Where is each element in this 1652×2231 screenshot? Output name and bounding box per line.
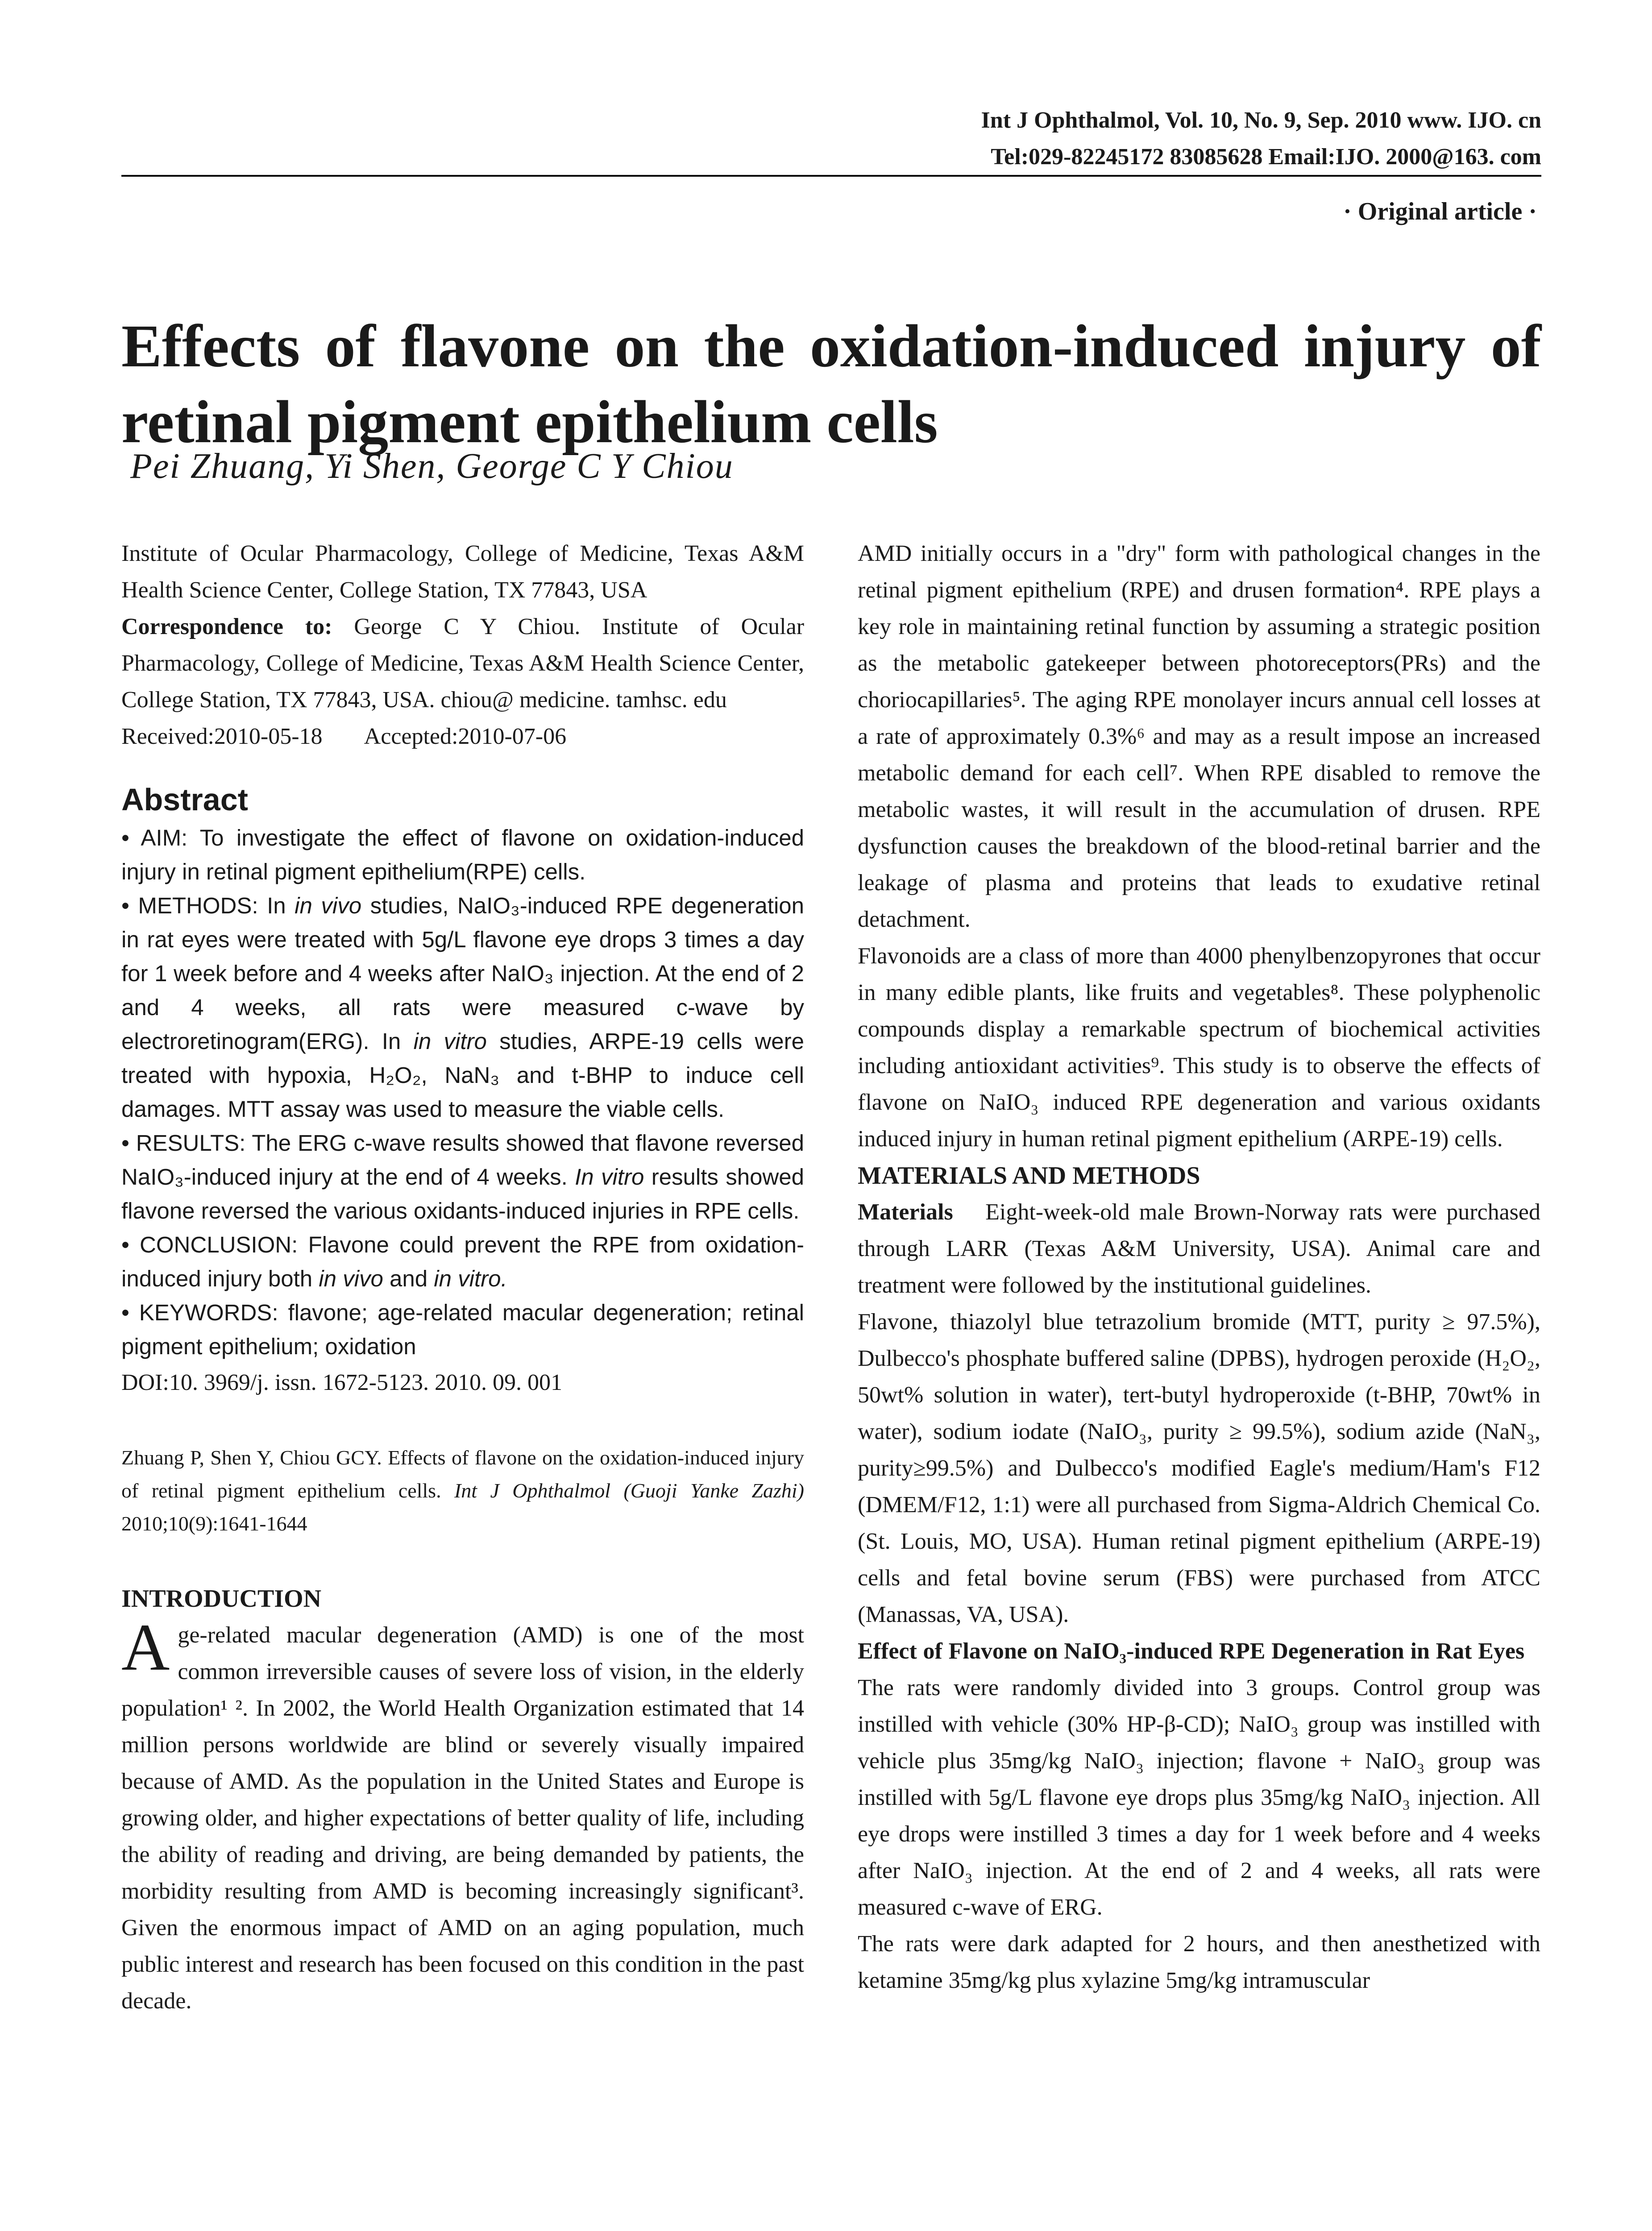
abstract-results bbox=[121, 1126, 804, 1228]
doi: DOI:10. 3969/j. issn. 1672-5123. 2010. 09. 001 bbox=[121, 1370, 562, 1395]
keywords-text: flavone; age-related macular degeneration; retinal pigment epithelium; oxidation bbox=[121, 1300, 805, 1359]
effect-paragraph-1 bbox=[858, 1633, 1540, 1926]
methods-text-1: In bbox=[267, 893, 286, 918]
methods-text-3: studies, ARPE-19 cells were treated with hypoxia, H₂O₂, NaN₃ and t-BHP to induce cell damages. MTT assay was used to measure the viable cells. bbox=[121, 1028, 805, 1122]
introduction-paragraph-3: Flavonoids are a class of more than 4000 phenylbenzopyrones that occur in many edible plants, like fruits and vegetables⁸. These polyphenolic compounds display a remarkable spectrum of biochemical activities including antioxidant activities⁹. This study is to observe the effects of flavone on NaIO₃ induced RPE degeneration and various oxidants induced injury in human retinal pigment epithelium (ARPE-19) cells. bbox=[858, 943, 1540, 1152]
right-column bbox=[858, 535, 1540, 1999]
aim-text: To investigate the effect of flavone on oxidation-induced injury in retinal pigment epithelium(RPE) cells. bbox=[121, 825, 805, 884]
header-divider bbox=[121, 175, 1541, 177]
introduction-heading: INTRODUCTION bbox=[121, 1585, 322, 1613]
introduction-paragraph-2: AMD initially occurs in a "dry" form with pathological changes in the retinal pigment epithelium (RPE) and drusen formation⁴. RPE plays a key role in maintaining retinal function by assuming a strategic position as the metabolic gatekeeper between photoreceptors(PRs) and the choriocapillaries⁵. The aging RPE monolayer incurs annual cell losses at a rate of approximately 0.3%⁶ and may as a result impose an increased metabolic demand for each cell⁷. When RPE disabled to remove the metabolic wastes, it will result in the accumulation of drusen. RPE dysfunction causes the breakdown of the blood-retinal barrier and the leakage of plasma and proteins that leads to exudative retinal detachment. bbox=[858, 541, 1540, 932]
results-label: • RESULTS: bbox=[121, 1130, 246, 1156]
conclusion-invitro: in vitro. bbox=[434, 1266, 507, 1291]
citation-journal: Int J Ophthalmol (Guoji Yanke Zazhi) bbox=[454, 1479, 804, 1502]
affiliation: Institute of Ocular Pharmacology, College of Medicine, Texas A&M Health Science Center, College Station, TX 77843, USA bbox=[121, 541, 804, 603]
conclusion-text: Flavone could prevent the RPE from oxidation-induced injury both bbox=[121, 1232, 804, 1291]
abstract-keywords bbox=[121, 1296, 804, 1364]
citation-ref: 2010;10(9):1641-1644 bbox=[121, 1512, 307, 1535]
results-text-1: The ERG c-wave results showed that flavone reversed NaIO₃-induced injury at the end of 4 weeks. bbox=[121, 1130, 804, 1190]
materials-paragraph-2: Flavone, thiazolyl blue tetrazolium bromide (MTT, purity ≥ 97.5%), Dulbecco's phosphate buffered saline (DPBS), hydrogen peroxide (H₂O₂, 50wt% solution in water), tert-butyl hydroperoxide (t-BHP, 70wt% in water), sodium iodate (NaIO₃, purity ≥ 99.5%), sodium azide (NaN₃, purity≥99.5%) and Dulbecco's modified Eagle's medium/Ham's F12 (DMEM/F12, 1:1) were all purchased from Sigma-Aldrich Chemical Co. (St. Louis, MO, USA). Human retinal pigment epithelium (ARPE-19) cells and fetal bovine serum (FBS) were purchased from ATCC (Manassas, VA, USA). bbox=[858, 1309, 1540, 1627]
citation bbox=[121, 1441, 804, 1540]
methods-label: • METHODS: bbox=[121, 893, 258, 918]
section-label: · Original article · bbox=[1343, 198, 1537, 225]
journal-header-line1: Int J Ophthalmol, Vol. 10, No. 9, Sep. 2010 www. IJO. cn bbox=[981, 108, 1541, 133]
abstract-methods bbox=[121, 889, 804, 1126]
article-title: Effects of flavone on the oxidation-induced injury of retinal pigment epithelium cells bbox=[121, 313, 1541, 456]
left-column bbox=[121, 535, 804, 2020]
abstract-aim bbox=[121, 821, 804, 889]
introduction-paragraph-1 bbox=[121, 1610, 804, 2020]
materials-paragraph-1 bbox=[858, 1194, 1540, 1304]
aim-label: • AIM: bbox=[121, 825, 188, 850]
author-list: Pei Zhuang, Yi Shen, George C Y Chiou bbox=[130, 447, 734, 486]
conclusion-label: • CONCLUSION: bbox=[121, 1232, 298, 1257]
methods-invitro: in vitro bbox=[413, 1028, 487, 1054]
received-date: Received:2010-05-18 bbox=[121, 724, 323, 749]
correspondence bbox=[121, 609, 804, 718]
intro-text-1: ge-related macular degeneration (AMD) is one of the most common irreversible causes of severe loss of vision, in the elderly population¹ ². In 2002, the World Health Organization estimated that 14 million persons worldwide are blind or severely visually impaired because of AMD. As the population in the United States and Europe is growing older, and higher expectations of better quality of life, including the ability of reading and driving, are being demanded by patients, the morbidity resulting from AMD is becoming increasingly significant³. Given the enormous impact of AMD on an aging population, much public interest and research has been focused on this condition in the past decade. bbox=[121, 1622, 804, 2014]
conclusion-invivo: in vivo bbox=[319, 1266, 383, 1291]
journal-header-line2: Tel:029-82245172 83085628 Email:IJO. 2000@163. com bbox=[991, 144, 1541, 170]
article-dates bbox=[121, 718, 804, 755]
correspondence-label: Correspondence to: bbox=[121, 614, 332, 639]
drop-cap: A bbox=[121, 1610, 170, 1684]
conclusion-and: and bbox=[390, 1266, 428, 1291]
effect-text-1: The rats were randomly divided into 3 groups. Control group was instilled with vehicle (30% HP-β-CD); NaIO₃ group was instilled with vehicle plus 35mg/kg NaIO₃ injection; flavone + NaIO₃ group was instilled with 5g/L flavone eye drops plus 35mg/kg NaIO₃ injection. All eye drops were instilled 3 times a day for 1 week before and 4 weeks after NaIO₃ injection. At the end of 2 and 4 weeks, all rats were measured c-wave of ERG. bbox=[858, 1675, 1540, 1920]
methods-text-2: studies, NaIO₃-induced RPE degeneration in rat eyes were treated with 5g/L flavone eye drops 3 times a day for 1 week before and 4 weeks after NaIO₃ injection. At the end of 2 and 4 weeks, all rats were measured c-wave by electroretinogram(ERG). In bbox=[121, 893, 805, 1054]
abstract-heading: Abstract bbox=[121, 782, 248, 817]
results-invitro: In vitro bbox=[575, 1164, 644, 1190]
accepted-date: Accepted:2010-07-06 bbox=[364, 724, 567, 749]
materials-label: Materials bbox=[858, 1199, 953, 1225]
keywords-label: • KEYWORDS: bbox=[121, 1300, 278, 1325]
correspondence-text: George C Y Chiou. Institute of Ocular Pharmacology, College of Medicine, Texas A&M Health Science Center, College Station, TX 77843, USA. chiou@ medicine. tamhsc. edu bbox=[121, 614, 805, 713]
materials-text-1: Eight-week-old male Brown-Norway rats were purchased through LARR (Texas A&M University, USA). Animal care and treatment were followed by the institutional guidelines. bbox=[858, 1199, 1540, 1298]
effect-paragraph-2: The rats were dark adapted for 2 hours, and then anesthetized with ketamine 35mg/kg plus xylazine 5mg/kg intramuscular bbox=[858, 1931, 1540, 1993]
effect-subheading: Effect of Flavone on NaIO₃-induced RPE Degeneration in Rat Eyes bbox=[858, 1638, 1525, 1664]
abstract-conclusion bbox=[121, 1228, 804, 1296]
methods-invivo: in vivo bbox=[295, 893, 362, 918]
citation-text: Zhuang P, Shen Y, Chiou GCY. Effects of flavone on the oxidation-induced injury of retinal pigment epithelium cells. bbox=[121, 1446, 804, 1502]
methods-heading: MATERIALS AND METHODS bbox=[858, 1162, 1200, 1190]
results-text-2: results showed flavone reversed the various oxidants-induced injuries in RPE cells. bbox=[121, 1164, 805, 1223]
